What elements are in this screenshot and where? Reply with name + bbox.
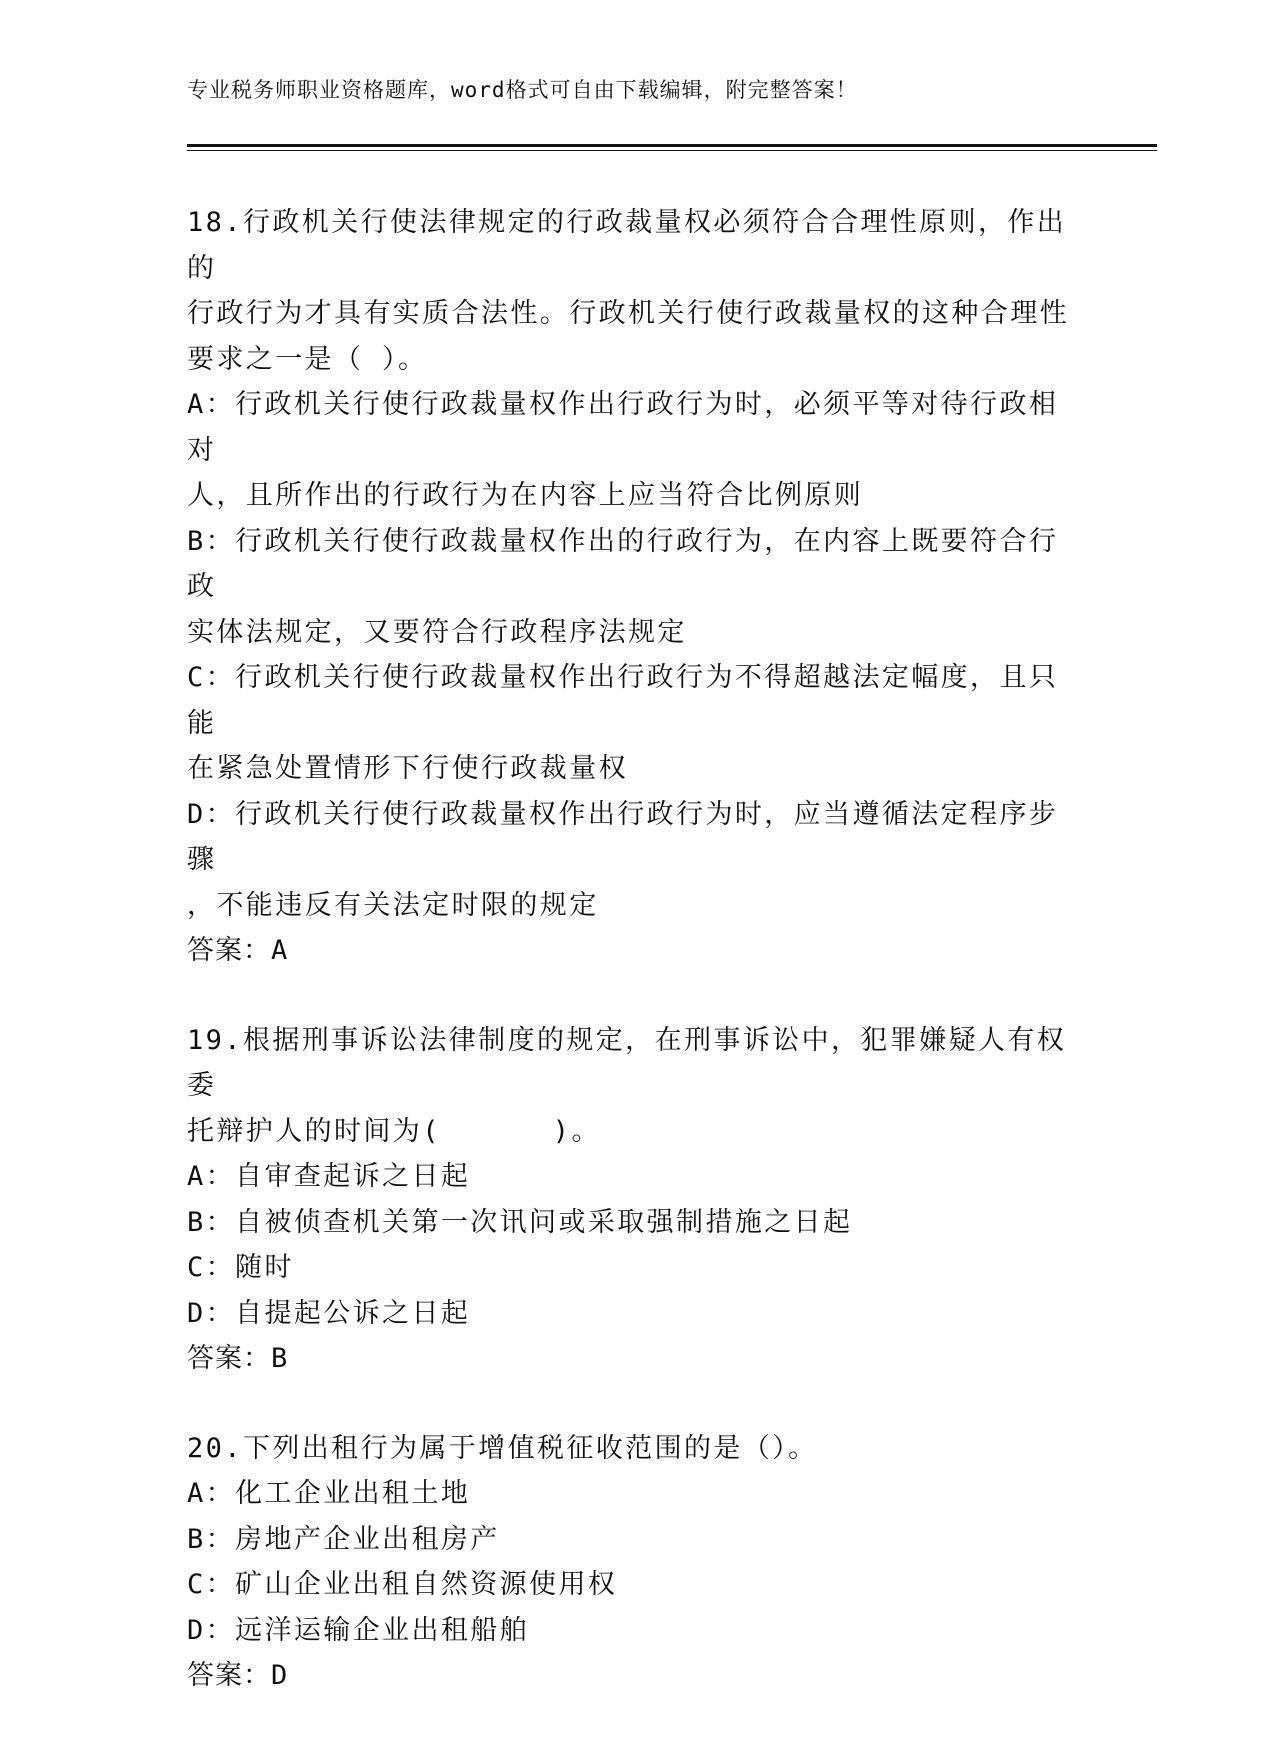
- question-stem-line: 托辩护人的时间为( )。: [187, 1115, 601, 1147]
- option-d-line: D：远洋运输企业出租船舶: [187, 1614, 530, 1646]
- question-20: [187, 1426, 1087, 1699]
- option-b-line: B：自被侦查机关第一次讯问或采取强制措施之日起: [187, 1206, 853, 1238]
- question-19: [187, 1018, 1087, 1382]
- option-d-line: D：行政机关行使行政裁量权作出行政行为时，应当遵循法定程序步骤: [187, 798, 1059, 875]
- header-rule-thin: [187, 150, 1157, 151]
- page-header: 专业税务师职业资格题库，word格式可自由下载编辑，附完整答案！: [187, 78, 858, 102]
- option-a-line: A：行政机关行使行政裁量权作出行政行为时，必须平等对待行政相对: [187, 389, 1059, 466]
- option-c-line: C：行政机关行使行政裁量权作出行政行为不得超越法定幅度，且只能: [187, 662, 1059, 739]
- question-stem-line: 要求之一是（ ）。: [187, 343, 428, 375]
- option-c-line: C：随时: [187, 1252, 294, 1283]
- option-a-line: A：自审查起诉之日起: [187, 1161, 471, 1192]
- option-a-line: A：化工企业出租土地: [187, 1478, 471, 1509]
- answer-label: 答案：: [187, 1660, 271, 1691]
- option-c-line: 在紧急处置情形下行使行政裁量权: [187, 753, 628, 784]
- option-a-line: 人，且所作出的行政行为在内容上应当符合比例原则: [187, 480, 864, 511]
- question-list: [187, 200, 1087, 1743]
- answer: [187, 1653, 1087, 1699]
- question-18: [187, 200, 1087, 974]
- option-b-line: 实体法规定，又要符合行政程序法规定: [187, 616, 687, 648]
- answer: [187, 928, 1087, 974]
- question-stem-line: 行政行为才具有实质合法性。行政机关行使行政裁量权的这种合理性: [187, 298, 1069, 329]
- answer-label: 答案：: [187, 935, 271, 966]
- question-stem-line: 20.下列出租行为属于增值税征收范围的是（）。: [187, 1432, 818, 1464]
- question-stem-line: 18.行政机关行使法律规定的行政裁量权必须符合合理性原则，作出的: [187, 207, 1067, 284]
- answer-label: 答案：: [187, 1343, 271, 1374]
- header-rule-thick: [187, 144, 1157, 147]
- question-stem-line: 19.根据刑事诉讼法律制度的规定，在刑事诉讼中，犯罪嫌疑人有权委: [187, 1024, 1067, 1101]
- option-d-line: ，不能违反有关法定时限的规定: [187, 889, 599, 921]
- option-b-line: B：行政机关行使行政裁量权作出的行政行为，在内容上既要符合行政: [187, 525, 1059, 602]
- answer-value: B: [271, 1343, 289, 1374]
- answer: [187, 1336, 1087, 1382]
- answer-value: D: [271, 1660, 289, 1691]
- answer-value: A: [271, 935, 289, 966]
- option-d-line: D：自提起公诉之日起: [187, 1297, 471, 1329]
- option-b-line: B：房地产企业出租房产: [187, 1523, 500, 1555]
- option-c-line: C：矿山企业出租自然资源使用权: [187, 1569, 618, 1600]
